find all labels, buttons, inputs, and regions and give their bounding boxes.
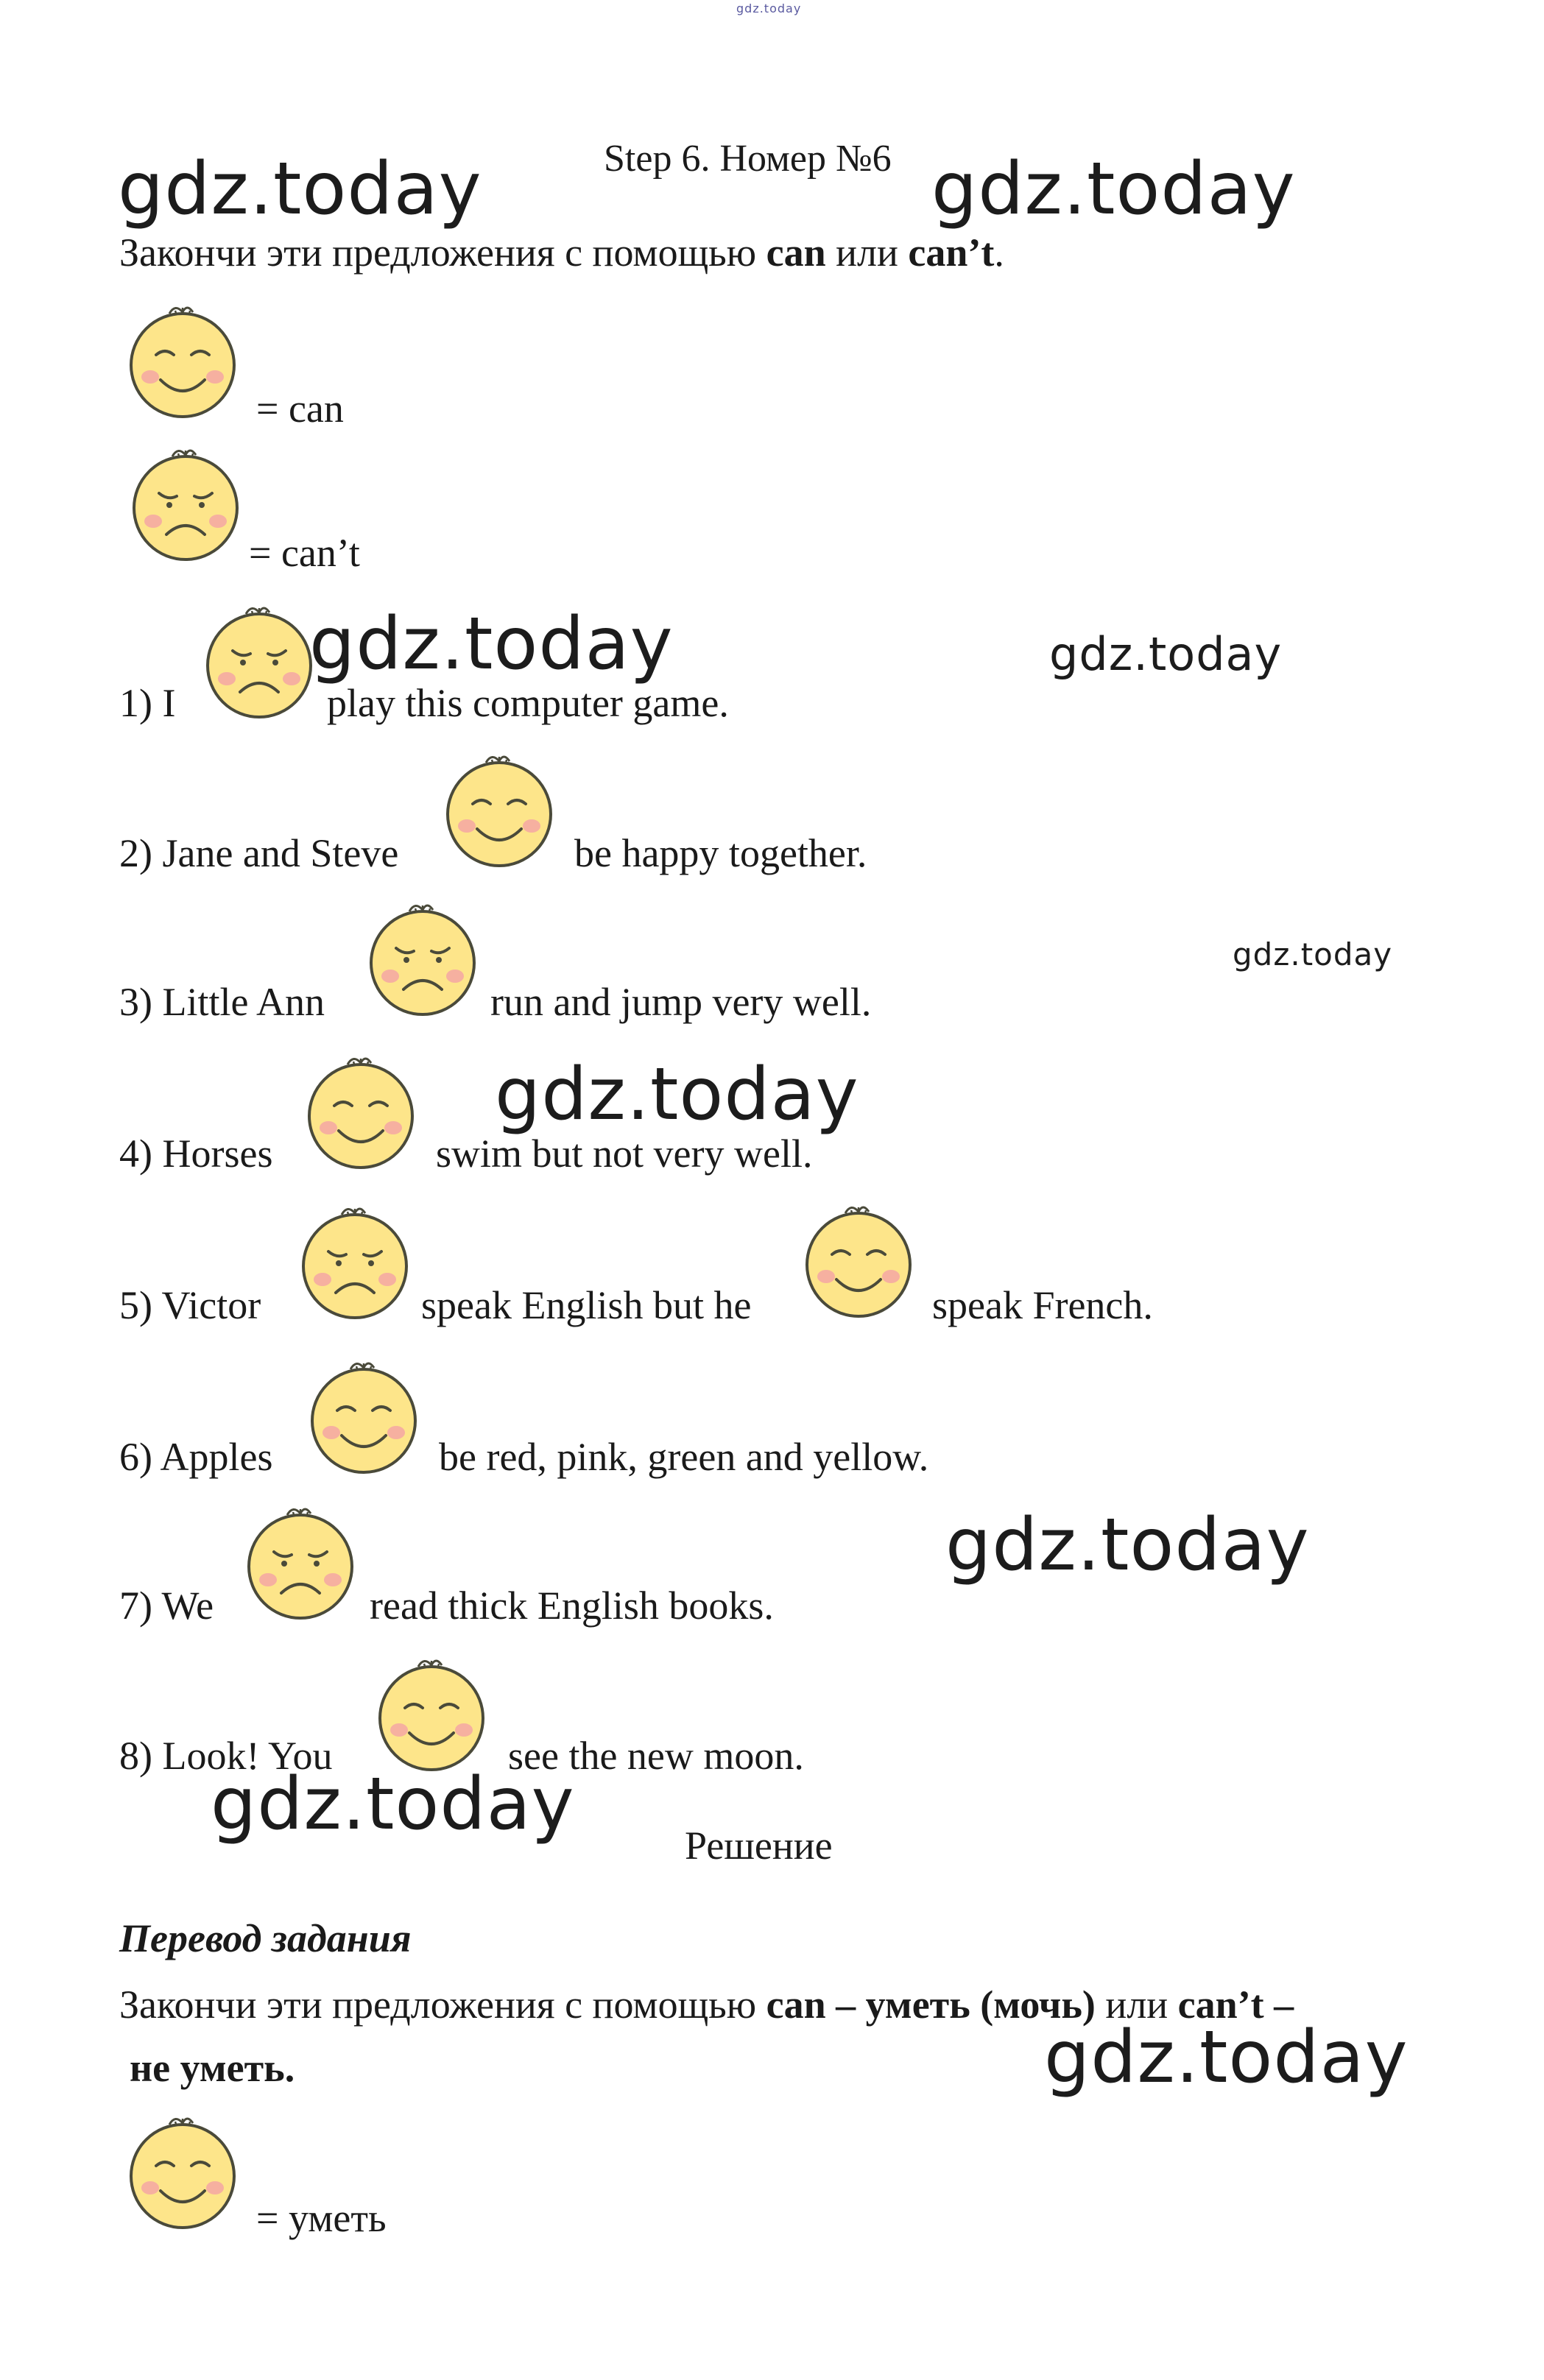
instruction-text: Закончи эти предложения с помощью: [119, 230, 766, 275]
sentence-7-start: 7) We: [119, 1583, 214, 1628]
sentence-1-start: 1) I: [119, 681, 176, 725]
watermark: gdz.today: [118, 147, 482, 231]
translation-text: или: [1095, 1982, 1178, 2027]
instruction-text: или: [825, 230, 909, 275]
sentence-4-start: 4) Horses: [119, 1131, 273, 1176]
sentence-5-start: 5) Victor: [119, 1283, 261, 1327]
sentence-4-end: swim but not very well.: [436, 1131, 813, 1176]
legend-umet: = уметь: [256, 2196, 387, 2240]
watermark: gdz.today: [1233, 936, 1393, 972]
happy-face-icon: [440, 749, 558, 867]
keyword-can: can: [766, 230, 826, 275]
watermark: gdz.today: [945, 1503, 1310, 1587]
translation-heading: Перевод задания: [119, 1916, 412, 1960]
sentence-3-end: run and jump very well.: [490, 980, 872, 1024]
sad-face-icon: [242, 1502, 359, 1620]
instruction-text: .: [994, 230, 1004, 275]
watermark: gdz.today: [931, 147, 1296, 231]
sentence-8-start: 8) Look! You: [119, 1734, 333, 1778]
top-watermark: gdz.today: [736, 1, 802, 15]
sentence-2-end: be happy together.: [574, 831, 867, 875]
legend-can: = can: [256, 386, 344, 431]
page-title: Step 6. Номер №6: [604, 138, 892, 180]
sentence-7-end: read thick English books.: [370, 1583, 774, 1628]
keyword-can-translation: can – уметь (мочь): [766, 1982, 1096, 2027]
instruction: [119, 230, 1004, 275]
watermark: gdz.today: [1044, 2016, 1409, 2100]
keyword-cant-translation: can’t –: [1177, 1982, 1294, 2027]
watermark: gdz.today: [1049, 627, 1283, 681]
sentence-2-start: 2) Jane and Steve: [119, 831, 399, 875]
happy-face-icon: [305, 1356, 423, 1474]
translation-line-2: не уметь.: [130, 2046, 295, 2090]
watermark: gdz.today: [495, 1053, 859, 1137]
sad-face-icon: [364, 898, 482, 1016]
sad-face-icon: [200, 601, 318, 718]
happy-face-icon: [302, 1051, 420, 1169]
sentence-5-end: speak French.: [932, 1283, 1153, 1327]
sad-face-icon: [296, 1201, 414, 1319]
sentence-6-end: be red, pink, green and yellow.: [439, 1435, 929, 1479]
legend-cant: = can’t: [249, 531, 360, 575]
happy-face-icon: [124, 2111, 242, 2229]
sentence-8-end: see the new moon.: [508, 1734, 804, 1778]
watermark: gdz.today: [211, 1762, 575, 1846]
sentence-5-middle: speak English but he: [421, 1283, 752, 1327]
happy-face-icon: [373, 1653, 490, 1771]
keyword-cant: can’t: [908, 230, 995, 275]
translation-text: Закончи эти предложения с помощью: [119, 1982, 766, 2027]
sentence-3-start: 3) Little Ann: [119, 980, 325, 1024]
watermark: gdz.today: [309, 602, 674, 686]
happy-face-icon: [124, 300, 242, 418]
solution-label: Решение: [685, 1823, 833, 1868]
sad-face-icon: [127, 443, 244, 561]
happy-face-icon: [800, 1200, 917, 1318]
sentence-1-end: play this computer game.: [327, 681, 729, 725]
sentence-6-start: 6) Apples: [119, 1435, 273, 1479]
